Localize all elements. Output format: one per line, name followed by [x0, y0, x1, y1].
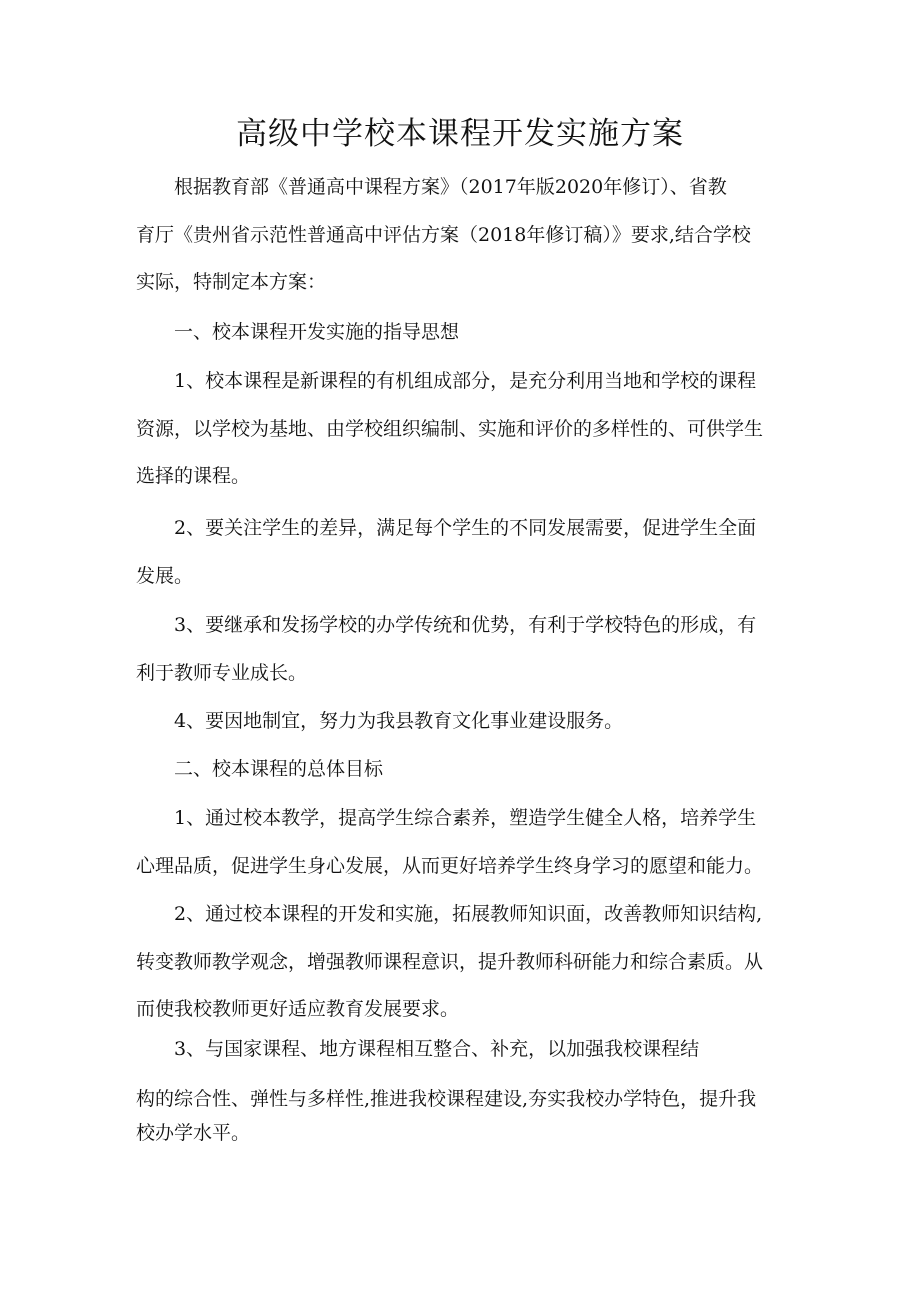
- intro-line-3: 实际，特制定本方案：: [136, 271, 327, 293]
- section-1-heading-text: 一、校本课程开发实施的指导思想: [174, 321, 460, 343]
- section-1-item-4: [136, 698, 796, 746]
- section-1-item-2: [136, 505, 796, 600]
- document-title: 高级中学校本课程开发实施方案: [236, 116, 684, 152]
- s2-item2-line-2: 转变教师教学观念，增强教师课程意识，提升教师科研能力和综合素质。从: [136, 950, 764, 973]
- s1-item4-line-1: 4、要因地制宜，努力为我县教育文化事业建设服务。: [174, 710, 624, 732]
- s2-item3-line-3: 校办学水平。: [136, 1122, 251, 1144]
- s2-item3-line-1: 3、与国家课程、地方课程相互整合、补充，以加强我校课程结: [174, 1038, 700, 1060]
- section-1-item-3: [136, 602, 796, 697]
- section-2-item-2: [136, 891, 796, 1034]
- section-1-heading: [136, 309, 796, 357]
- s1-item1-line-1: 1、校本课程是新课程的有机组成部分，是充分利用当地和学校的课程: [174, 370, 757, 392]
- s1-item1-line-2: 资源，以学校为基地、由学校组织编制、实施和评价的多样性的、可供学生: [136, 417, 764, 440]
- s1-item3-line-2: 利于教师专业成长。: [136, 661, 308, 684]
- s1-item3-line-1: 3、要继承和发扬学校的办学传统和优势，有利于学校特色的形成，有: [174, 614, 757, 636]
- s2-item1-line-1: 1、通过校本教学，提高学生综合素养，塑造学生健全人格，培养学生: [174, 807, 757, 829]
- s2-item1-line-2: 心理品质，促进学生身心发展，从而更好培养学生终身学习的愿望和能力。: [136, 854, 764, 877]
- intro-line-2: 育厅《贵州省示范性普通高中评估方案（2018年修订稿）》要求,结合学校: [136, 223, 751, 246]
- s1-item1-line-3: 选择的课程。: [136, 465, 251, 487]
- s1-item2-line-2: 发展。: [136, 564, 194, 587]
- section-1-item-1: [136, 358, 796, 501]
- intro-line-1: 根据教育部《普通高中课程方案》（2017年版2020年修订）、省教: [174, 176, 727, 198]
- s2-item2-line-1: 2、通过校本课程的开发和实施，拓展教师知识面，改善教师知识结构,: [174, 903, 763, 925]
- section-2-heading: [136, 746, 796, 794]
- s1-item2-line-1: 2、要关注学生的差异，满足每个学生的不同发展需要，促进学生全面: [174, 517, 757, 539]
- s2-item2-line-3: 而使我校教师更好适应教育发展要求。: [136, 998, 460, 1020]
- intro-paragraph: [136, 164, 796, 307]
- section-2-item-3-continued: [136, 1082, 796, 1150]
- section-2-item-1: [136, 795, 796, 890]
- section-2-heading-text: 二、校本课程的总体目标: [174, 758, 384, 780]
- s2-item3-line-2: 构的综合性、弹性与多样性,推进我校课程建设,夯实我校办学特色，提升我: [136, 1088, 757, 1110]
- section-2-item-3: [136, 1026, 796, 1074]
